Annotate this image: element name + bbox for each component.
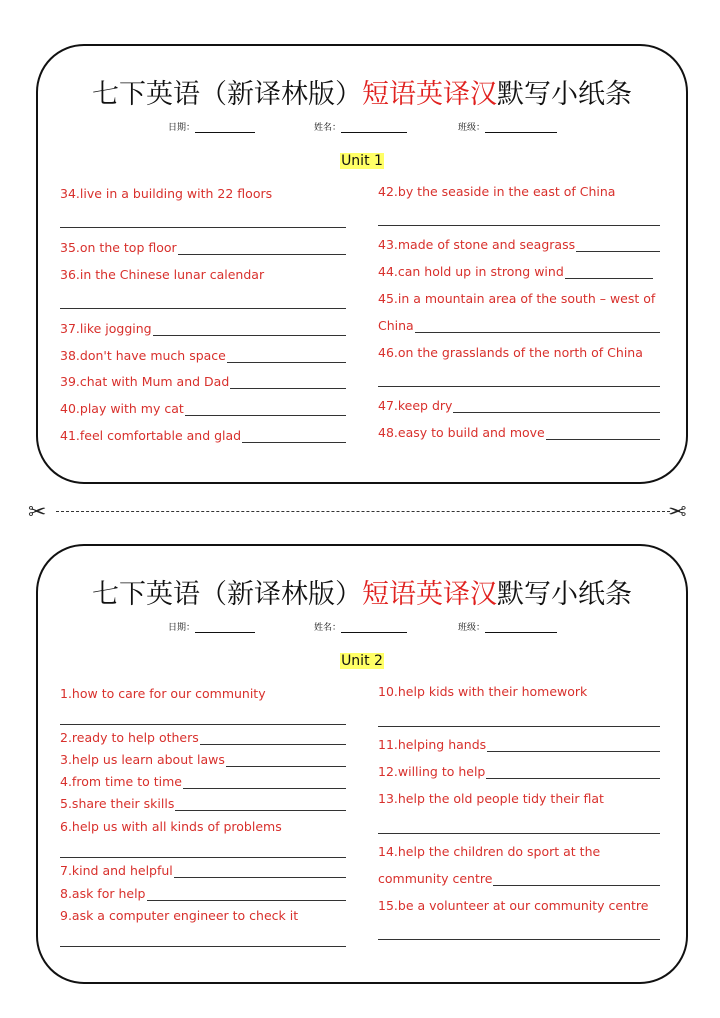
answer-line[interactable] (60, 308, 346, 309)
phrase-45: 45.in a mountain area of the south – west of (378, 291, 656, 306)
answer-line[interactable] (378, 726, 660, 727)
phrase-4: 4.from time to time (60, 774, 346, 789)
answer-line[interactable] (60, 227, 346, 228)
phrase-47: 47.keep dry (378, 398, 660, 413)
unit-label: Unit 1 (341, 153, 383, 169)
phrase-5: 5.share their skills (60, 796, 346, 811)
phrase-46: 46.on the grasslands of the north of China (378, 345, 643, 360)
dictation-card-unit2 (36, 544, 688, 984)
card-title: 七下英语（新译林版）短语英译汉默写小纸条 (92, 79, 632, 110)
answer-line[interactable] (60, 724, 346, 725)
phrase-37: 37.like jogging (60, 321, 346, 336)
phrase-42: 42.by the seaside in the east of China (378, 184, 616, 199)
phrase-12: 12.willing to help (378, 764, 660, 779)
dictation-card-unit1 (36, 44, 688, 484)
card-title: 七下英语（新译林版）短语英译汉默写小纸条 (92, 579, 632, 610)
phrase-3: 3.help us learn about laws (60, 752, 346, 767)
info-row (38, 620, 686, 636)
phrase-1: 1.how to care for our community (60, 686, 266, 701)
info-row (38, 120, 686, 136)
phrase-14: 14.help the children do sport at the (378, 844, 601, 859)
name-field[interactable]: 姓名： (314, 620, 407, 633)
phrase-36: 36.in the Chinese lunar calendar (60, 267, 265, 282)
answer-line[interactable] (378, 225, 660, 226)
phrase-34: 34.live in a building with 22 floors (60, 186, 273, 201)
unit-label: Unit 2 (341, 653, 383, 669)
phrase-14-cont: community centre (378, 871, 660, 886)
answer-line[interactable] (60, 857, 346, 858)
cut-line (56, 511, 670, 512)
phrase-7: 7.kind and helpful (60, 863, 346, 878)
date-field[interactable]: 日期： (168, 620, 255, 633)
phrase-40: 40.play with my cat (60, 401, 346, 416)
name-field[interactable]: 姓名： (314, 120, 407, 133)
phrase-38: 38.don't have much space (60, 348, 346, 363)
date-field[interactable]: 日期： (168, 120, 255, 133)
phrase-9: 9.ask a computer engineer to check it (60, 908, 299, 923)
phrase-43: 43.made of stone and seagrass (378, 237, 660, 252)
phrase-10: 10.help kids with their homework (378, 684, 588, 699)
answer-line[interactable] (378, 833, 660, 834)
phrase-8: 8.ask for help (60, 886, 346, 901)
scissors-icon: ✂ (28, 500, 47, 525)
class-field[interactable]: 班级： (458, 120, 557, 133)
phrase-15: 15.be a volunteer at our community centre (378, 898, 649, 913)
phrase-44: 44.can hold up in strong wind (378, 264, 653, 279)
answer-line[interactable] (378, 386, 660, 387)
phrase-39: 39.chat with Mum and Dad (60, 374, 346, 389)
phrase-11: 11.helping hands (378, 737, 660, 752)
phrase-13: 13.help the old people tidy their flat (378, 791, 604, 806)
phrase-41: 41.feel comfortable and glad (60, 428, 346, 443)
phrase-2: 2.ready to help others (60, 730, 346, 745)
phrase-45-cont: China (378, 318, 660, 333)
scissors-icon: ✂ (668, 500, 687, 525)
phrase-6: 6.help us with all kinds of problems (60, 819, 282, 834)
phrase-48: 48.easy to build and move (378, 425, 660, 440)
answer-line[interactable] (378, 939, 660, 940)
answer-line[interactable] (60, 946, 346, 947)
class-field[interactable]: 班级： (458, 620, 557, 633)
phrase-35: 35.on the top floor (60, 240, 346, 255)
